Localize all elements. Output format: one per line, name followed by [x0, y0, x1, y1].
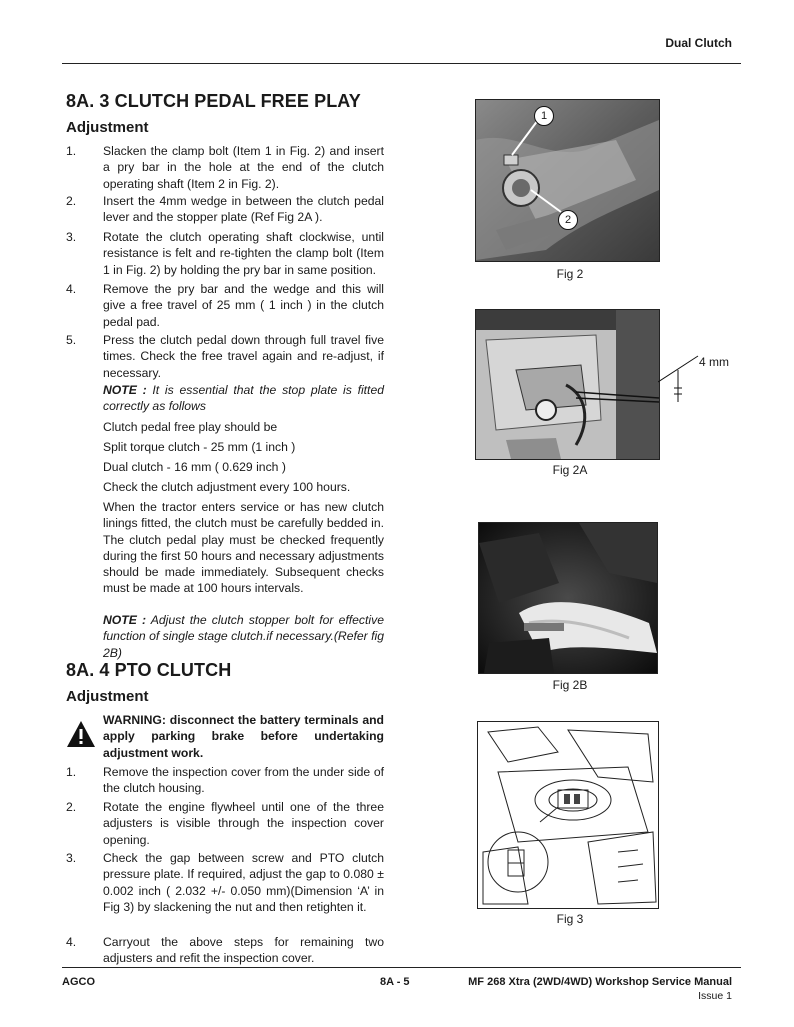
step-text: Remove the pry bar and the wedge and this will give a free travel of 25 mm ( 1 inch ) in the clutch pedal pad. — [103, 282, 384, 329]
step-1 — [66, 143, 384, 192]
dual-clutch-spec: Dual clutch - 16 mm ( 0.629 inch ) — [103, 460, 286, 474]
step-4 — [66, 934, 384, 967]
bedding-paragraph: When the tractor enters service or has new clutch linings fitted, the clutch must be carefully bedded in. The clutch pedal play must be checked frequently during the first 50 hours and necessary adjustments should be made immediately. Subsequent checks must be made at 100 hours intervals. — [103, 500, 384, 596]
step-text: Rotate the clutch operating shaft clockwise, until resistance is felt and re-tighten the clamp bolt (Item 1 in Fig. 2) by holding the pry bar in same position. — [103, 230, 384, 277]
section-heading-pto-clutch: 8A. 4 PTO CLUTCH — [66, 660, 232, 680]
step-number: 4. — [66, 282, 77, 296]
fig-2a-image — [475, 309, 660, 460]
step-number: 1. — [66, 765, 77, 779]
issue-label: Issue 1 — [698, 990, 732, 1002]
header-rule — [62, 63, 741, 64]
note-text: It is essential that the stop plate is fitted correctly as follows — [103, 383, 385, 414]
fig-2b-image — [478, 522, 658, 674]
step-5 — [66, 332, 384, 381]
callout-1: 1 — [534, 106, 554, 126]
step-2 — [66, 193, 384, 226]
fig-2b-caption: Fig 2B — [552, 678, 588, 692]
manual-title: MF 268 Xtra (2WD/4WD) Workshop Service Manual — [468, 976, 732, 988]
note-label: NOTE : — [103, 383, 147, 397]
fig-2-caption: Fig 2 — [556, 267, 584, 281]
footer-rule — [62, 967, 741, 968]
step-3 — [66, 850, 384, 915]
warning-text: WARNING: disconnect the battery terminals and apply parking brake before undertaking adjustment work. — [103, 713, 384, 760]
section-heading-clutch-pedal: 8A. 3 CLUTCH PEDAL FREE PLAY — [66, 91, 361, 111]
subheading-adjustment: Adjustment — [66, 688, 149, 705]
step-text: Slacken the clamp bolt (Item 1 in Fig. 2) and insert a pry bar in the hole at the end of the clutch operating shaft (Item 2 in Fig. 2). — [103, 144, 384, 191]
step-number: 2. — [66, 194, 77, 208]
check-interval: Check the clutch adjustment every 100 hours. — [103, 480, 351, 494]
dimension-label: 4 mm — [699, 355, 729, 369]
fig-2a-caption: Fig 2A — [552, 463, 588, 477]
step-number: 5. — [66, 333, 77, 347]
fig-3-image — [477, 721, 659, 909]
step-text: Remove the inspection cover from the under side of the clutch housing. — [103, 765, 384, 796]
fig-2-image — [475, 99, 660, 262]
pto-adjustment-body — [66, 764, 384, 964]
step-number: 3. — [66, 230, 77, 244]
step-text: Insert the 4mm wedge in between the clutch pedal lever and the stopper plate (Ref Fig 2A ). — [103, 194, 384, 225]
note-label: NOTE : — [103, 613, 147, 627]
step-4 — [66, 281, 384, 330]
step-text: Check the gap between screw and PTO clutch pressure plate. If required, adjust the gap to 0.080 ± 0.002 inch ( 2.032 +/- 0.050 mm)(Dimension ‘A’ in Fig 3) by slackening the nut and then retighten it. — [103, 851, 384, 914]
step-number: 4. — [66, 935, 77, 949]
step-number: 2. — [66, 800, 77, 814]
free-play-title: Clutch pedal free play should be — [103, 420, 278, 434]
page-number: 8A - 5 — [380, 976, 410, 988]
fig-3-caption: Fig 3 — [556, 912, 584, 926]
clutch-adjustment-body — [66, 143, 384, 663]
step-number: 3. — [66, 851, 77, 865]
step-1 — [66, 764, 384, 797]
note-stopper-bolt — [103, 612, 384, 661]
step-number: 1. — [66, 144, 77, 158]
step-3 — [66, 229, 384, 278]
split-torque-spec: Split torque clutch - 25 mm (1 inch ) — [103, 440, 296, 454]
step-text: Press the clutch pedal down through full travel five times. Check the free travel again and re-adjust, if necessary. — [103, 333, 384, 380]
callout-2: 2 — [558, 210, 578, 230]
note-text: Adjust the clutch stopper bolt for effective function of single stage clutch.if necessary.(Refer fig 2B) — [103, 613, 384, 660]
step-text: Rotate the engine flywheel until one of the three adjusters is visible through the inspection cover opening. — [103, 800, 384, 847]
warning-icon — [66, 720, 96, 748]
running-header: Dual Clutch — [665, 36, 732, 50]
step-2 — [66, 799, 384, 848]
note-stop-plate — [103, 382, 384, 415]
step-text: Carryout the above steps for remaining two adjusters and refit the inspection cover. — [103, 935, 384, 966]
subheading-adjustment: Adjustment — [66, 119, 149, 136]
footer-brand: AGCO — [62, 976, 95, 988]
